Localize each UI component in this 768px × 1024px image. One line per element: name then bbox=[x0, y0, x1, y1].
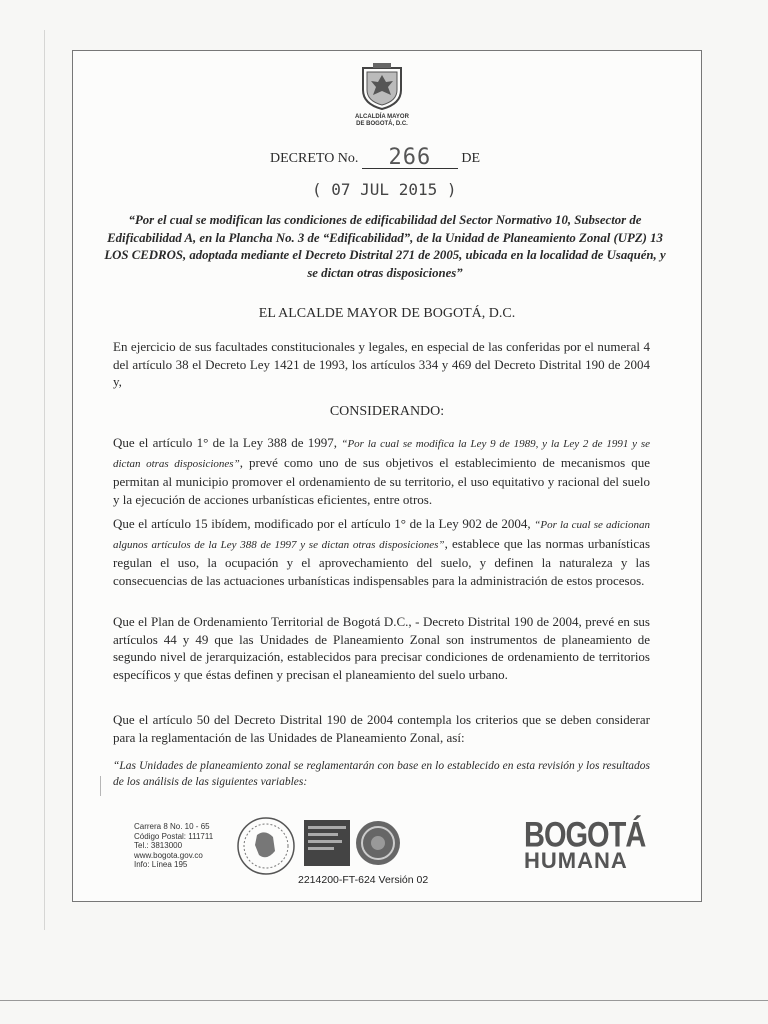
mayor-heading: EL ALCALDE MAYOR DE BOGOTÁ, D.C. bbox=[258, 306, 516, 321]
quality-certification-icon bbox=[304, 818, 402, 868]
decree-summary: “Por el cual se modifican las condiciones de edificabilidad del Sector Normativo 10, Subsector de Edificabilidad A, en la Plancha No. 3 de “Edificabilidad”, de la Unidad de Planeamiento Zonal (UPZ) 13 LOS CEDROS, adoptada mediante el Decreto Distrital 271 de 2005, ubicada en la localidad de Usaquén, y se dictan otras disposiciones” bbox=[104, 213, 666, 280]
footer-address-line3: Tel.: 3813000 bbox=[134, 841, 183, 850]
bogota-coat-of-arms-icon bbox=[359, 62, 405, 110]
logo-line1: BOGOTÁ bbox=[524, 816, 646, 855]
logo-line2: HUMANA bbox=[524, 848, 628, 873]
form-code: 2214200-FT-624 Versión 02 bbox=[298, 874, 429, 886]
paragraph-1 bbox=[113, 434, 650, 508]
footer-address-line2: Código Postal: 111711 bbox=[134, 831, 214, 841]
considering-heading: CONSIDERANDO: bbox=[329, 404, 445, 419]
paragraph-1-text-end: , prevé como uno de sus objetivos el establecimiento de mecanismos que permitan al municipio promover el ordenamiento de su territorio, el uso equitativo y racional del suelo y la ejecución de acciones urbanísticas eficientes, entre otros. bbox=[113, 454, 650, 507]
paragraph-3: Que el Plan de Ordenamiento Territorial de Bogotá D.C., - Decreto Distrital 190 de 2004, prevé en sus artículos 44 y 49 que las Unidades de Planeamiento Zonal son instrumentos de planeamiento de segundo nivel de jerarquización, establecidos para precisar condiciones de ordenamiento de territorios específicos y que éstas definen y precisan el planeamiento del suelo urbano. bbox=[113, 614, 650, 682]
crest-caption bbox=[335, 114, 429, 128]
decree-date: ( 07 JUL 2015 ) bbox=[312, 180, 457, 199]
footer-address bbox=[134, 822, 213, 870]
paragraph-2-text-end: , establece que las normas urbanísticas regulan el uso, la ocupación y el aprovechamiento del suelo, y definen la naturaleza y las consecuencias de las actuaciones urbanísticas indispensables para la administración de estos procesos. bbox=[113, 535, 650, 588]
paragraph-4: Que el artículo 50 del Decreto Distrital 190 de 2004 contempla los criterios que se deben considerar para la reglamentación de las Unidades de Planeamiento Zonal, así: bbox=[113, 712, 650, 745]
footer-address-line5: Info: Línea 195 bbox=[134, 860, 188, 869]
left-margin-line bbox=[44, 30, 45, 930]
decree-label: DECRETO No. bbox=[270, 151, 359, 166]
preamble-paragraph: En ejercicio de sus facultades constitucionales y legales, en especial de las conferidas por el numeral 4 del artículo 38 el Decreto Ley 1421 de 1993, los artículos 334 y 469 del Decreto Distrital 190 de 2004 y, bbox=[113, 339, 650, 389]
decree-number: 266 bbox=[362, 148, 458, 169]
paragraph-1-quote: “Por la cual se modifica la Ley 9 de 1989, y la Ley 2 de 1991 y se dictan otras disposiciones” bbox=[113, 438, 651, 470]
footer-address-line4: www.bogota.gov.co bbox=[134, 850, 203, 860]
paragraph-2-text: Que el artículo 15 ibídem, modificado por el artículo 1° de la Ley 902 de 2004, bbox=[113, 516, 535, 531]
footer-address-line1: Carrera 8 No. 10 - 65 bbox=[134, 822, 210, 831]
paragraph-2 bbox=[113, 515, 650, 589]
paragraph-1-text: Que el artículo 1° de la Ley 388 de 1997, bbox=[113, 435, 342, 450]
crest-caption-line1: ALCALDÍA MAYOR bbox=[355, 114, 409, 120]
crest-caption-line2: DE BOGOTÁ, D.C. bbox=[356, 121, 408, 127]
bogota-humana-logo bbox=[524, 816, 646, 873]
colombia-seal-icon bbox=[233, 815, 299, 877]
decree-suffix: DE bbox=[461, 151, 481, 166]
decree-number-line bbox=[270, 145, 481, 170]
paragraph-5-quote: “Las Unidades de planeamiento zonal se reglamentarán con base en lo establecido en esta revisión y los resultados de los análisis de las siguientes variables: bbox=[113, 760, 650, 788]
paragraph-2-quote: “Por la cual se adicionan algunos artículos de la Ley 388 de 1997 y se dictan otras disposiciones” bbox=[113, 519, 650, 551]
bottom-rule bbox=[0, 1000, 768, 1001]
margin-mark bbox=[100, 776, 101, 796]
